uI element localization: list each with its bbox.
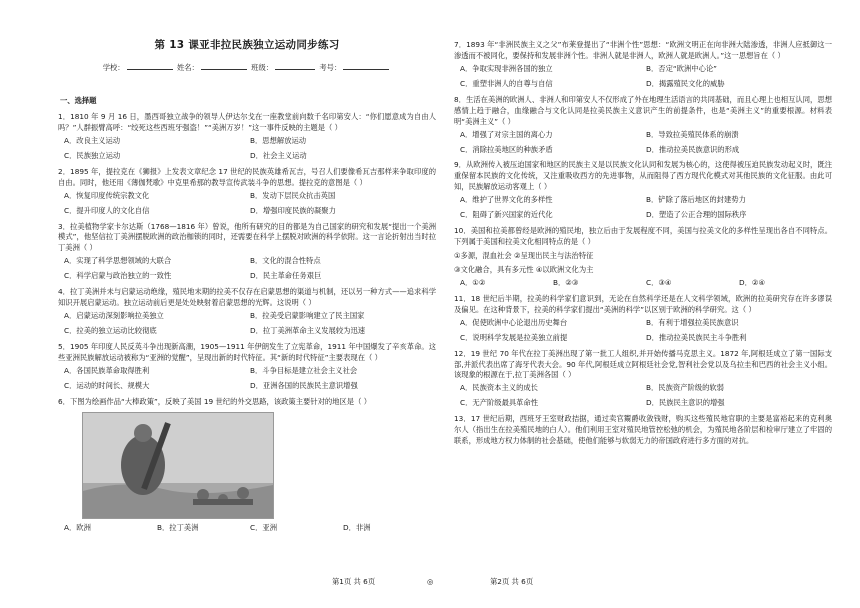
exam-number-blank[interactable] xyxy=(343,62,389,70)
exam-number-label: 考号： xyxy=(319,63,342,72)
question-stem: 7．1893 年“非洲民族主义之父”布莱登提出了“非洲个性”思想：“欧洲文明正在向非洲大陆渗透，非洲人应抵御这一渗透而不被同化，要保持和发展非洲个性。非洲人就是非洲人，欧洲人就是欧洲人。”这一思想旨在（ ） xyxy=(454,40,832,60)
question-stem: 3．拉美植物学家卡尔达斯（1768—1816 年）曾说，他所有研究的目的都是为自己国家的研究和发展“提出一个美洲模式”，他坚信拉丁美洲摆脱欧洲的政治枷锁的同时，还需要在科学上摆脱对欧洲的科学依附。这一言论折射出当时拉丁美洲（ ） xyxy=(58,221,436,253)
answer-option[interactable]: D．推动拉美民族民主斗争胜利 xyxy=(646,332,747,342)
answer-option[interactable]: C．民族独立运动 xyxy=(64,150,121,160)
answer-options xyxy=(454,128,832,158)
answer-option[interactable]: C．拉美的独立运动比较彻底 xyxy=(64,326,157,335)
school-blank[interactable] xyxy=(127,62,173,70)
question-stem: 8．生活在美洲的欧洲人、非洲人和印第安人不仅形成了外在地理生活语言的共同基础，而且心理上也相互认同，思想感情上趋于融合，血缘融合与文化认同是拉美民族主义意识产生的前提条件，也是“美洲主义”的重要根源。材料表明“美洲主义”（ ） xyxy=(454,94,832,126)
answer-option[interactable]: B．导致拉美殖民体系的崩溃 xyxy=(646,129,739,139)
right-column xyxy=(454,40,832,447)
answer-options xyxy=(454,62,832,92)
question-stem: 13．17 世纪后期，西班牙王室财政拮据，通过卖官鬻爵收敛钱财，购买这些殖民地官职的主要是富裕起来的克利奥尔人（指出生在拉美殖民地的白人）。他们利用王室对殖民地管控松弛的机会，为殖民地各阶层和检审厅建立了牢固的联系，形成地方权力体制的社会基础，使他们能够与软弱无力的帝国政府进行多方面的对抗。 xyxy=(454,414,832,446)
question-stem: 11．18 世纪后半期，拉美的科学家们意识到，无论在自然科学还是在人文科学领域，欧洲的拉美研究存在许多谬误及偏见。在这种背景下，拉美的科学家们提出“美洲的科学”以区别于欧洲的科学研究。这（ ） xyxy=(454,293,832,314)
answer-options xyxy=(58,254,436,284)
class-blank[interactable] xyxy=(275,62,315,70)
name-label: 姓名： xyxy=(176,63,199,72)
question-stem: 9．从欧洲传入被压迫国家和地区的民族主义是以民族文化认同和发展为核心的，这使得被压迫民族发动起义时，既注重保留本民族的文化传统，又注重吸收西方的先进事物，从而阻得了西方现代化模式对其他民族的文化征服。由此可知，民族解放运动客观上（ ） xyxy=(454,160,832,192)
answer-option[interactable]: D．拉丁美洲革命主义发展较为迅速 xyxy=(250,326,366,335)
question-stem: 1．1810 年 9 月 16 日，墨西哥独立战争的领导人伊达尔戈在一座教堂前向数千名印第安人：“你们愿意成为自由人吗？”人群振臂高呼：“绞死这些西班牙强盗！”“美洲万岁！”这一事件反映的主题是（ ） xyxy=(58,112,436,132)
question-stem: 2．1895 年，提拉克在《狮报》上发表文章纪念 17 世纪的民族英雄希瓦吉，号召人们要像希瓦吉那样来争取印度的自由。同时，他还用《薄伽梵歌》中克里希那的教导宣传武装斗争的思想。提拉克的意图是（ ） xyxy=(58,166,436,187)
class-label: 班级： xyxy=(251,63,274,72)
answer-option[interactable]: B．斗争目标是建立社会主义社会 xyxy=(250,365,358,375)
answer-option[interactable]: C．说明科学发展是拉美独立前提 xyxy=(460,332,568,342)
answer-options xyxy=(454,193,832,223)
question-stem: ①多源，混血社会 ②呈现出民主与法治特征 xyxy=(454,251,594,260)
answer-option[interactable]: A．实现了科学思想领域的大联合 xyxy=(64,256,172,266)
answer-option[interactable]: C．科学启蒙与政治独立的一致性 xyxy=(64,271,172,281)
answer-option[interactable]: B．拉丁美洲 xyxy=(157,522,199,532)
answer-option[interactable]: A．维护了世界文化的多样性 xyxy=(460,195,553,205)
answer-option[interactable]: A．争取实现非洲各国的独立 xyxy=(460,63,553,73)
answer-option[interactable]: B．思想解放运动 xyxy=(250,135,307,145)
student-info-line xyxy=(58,62,436,74)
answer-option[interactable]: C．亚洲 xyxy=(250,522,277,532)
answer-option[interactable]: D．增强印度民族的凝聚力 xyxy=(250,205,336,215)
question-stem: 6．下图为绘画作品“大棒政策”，反映了美国 19 世纪的外交思路，该政策主要针对的地区是（ ） xyxy=(58,396,372,406)
answer-option[interactable]: C．提升印度人的文化自信 xyxy=(64,205,150,215)
answer-option[interactable]: B．②③ xyxy=(553,277,579,287)
question-stem: 4．拉丁美洲并未与启蒙运动绝缘，殖民地末期的拉美不仅存在启蒙思想的渠道与机制，还以另一种方式——追求科学知识开展启蒙运动。独立运动前后更是处处映射着启蒙思想的光辉。这说明（ ） xyxy=(58,287,436,308)
answer-option[interactable]: D．塑造了公正合理的国际秩序 xyxy=(646,210,747,220)
answer-options xyxy=(454,276,832,291)
question-stem: 12．19 世纪 70 年代在拉丁美洲出现了第一批工人组织,并开始传播马克思主义。1872 年,阿根廷成立了第一国际支部,并派代表出席了海牙代表大会。90 年代,阿根廷成立阿根廷社会党,智利社会党以及乌拉圭和巴西的社会主义小组。该现象的根源在于,拉丁美洲各国（ ） xyxy=(454,348,832,380)
answer-option[interactable]: C．无产阶级最具革命性 xyxy=(460,398,539,408)
answer-options xyxy=(58,189,436,219)
question-stem: ③文化融合，具有多元性 ④以欧洲文化为主 xyxy=(454,264,594,274)
answer-options xyxy=(58,309,436,339)
answer-option[interactable]: A．①② xyxy=(460,277,486,287)
answer-option[interactable]: A．欧洲 xyxy=(64,522,91,532)
answer-option[interactable]: D．民族民主意识的增强 xyxy=(646,398,725,408)
answer-options xyxy=(58,134,436,164)
answer-option[interactable]: A．恢复印度传统宗教文化 xyxy=(64,190,150,200)
answer-options xyxy=(454,381,832,411)
exam-title: 第 13 课亚非拉民族独立运动同步练习 xyxy=(154,39,340,51)
page-number-right: 第2页 共 6页 xyxy=(490,577,534,586)
school-label: 学校： xyxy=(102,63,125,72)
answer-option[interactable]: A．各国民族革命取得胜利 xyxy=(64,365,150,375)
answer-option[interactable]: B．拉美受启蒙影响建立了民主国家 xyxy=(250,311,365,321)
question-stem: 5．1905 年印度人民反英斗争出现新高潮，1905—1911 年伊朗发生了立宪革命，1911 年中国爆发了辛亥革命。这些亚洲民族解放运动被称为“亚洲的觉醒”，呈现出新的时代特征。其“新的时代特征”主要表现在（ ） xyxy=(58,341,436,362)
page-separator-mark: ◎ xyxy=(427,577,434,586)
answer-options xyxy=(454,316,832,346)
answer-option[interactable]: D．推动拉美民族意识的形成 xyxy=(646,144,740,154)
answer-options xyxy=(58,364,436,394)
answer-options xyxy=(58,521,436,536)
answer-option[interactable]: D．社会主义运动 xyxy=(250,150,307,160)
answer-option[interactable]: A．增强了对宗主国的离心力 xyxy=(460,129,553,139)
answer-option[interactable]: B．否定“欧洲中心论” xyxy=(646,63,717,73)
answer-option[interactable]: B．有利于增强拉美民族意识 xyxy=(646,317,739,327)
name-blank[interactable] xyxy=(201,62,247,70)
answer-option[interactable]: B．文化的混合性特点 xyxy=(250,256,321,266)
answer-option[interactable]: D．揭露殖民文化的威胁 xyxy=(646,78,725,88)
answer-option[interactable]: D．亚洲各国的民族民主意识增强 xyxy=(250,380,358,390)
question-stem: 10．美国和拉美都曾经是欧洲的殖民地，独立后由于发展程度不同，美国与拉美文化的多样性呈现出各自不同特点。下列属于美国和拉美文化相同特点的是（ ） xyxy=(454,226,832,247)
answer-option[interactable]: A．促使欧洲中心论退出历史舞台 xyxy=(460,317,568,327)
answer-option[interactable]: B．铲除了落后地区的封建势力 xyxy=(646,195,746,205)
answer-option[interactable]: A．改良主义运动 xyxy=(64,135,121,145)
answer-option[interactable]: C．消除拉美地区的种族矛盾 xyxy=(460,144,553,154)
section-heading: 一、选择题 xyxy=(60,96,97,105)
answer-option[interactable]: D．非洲 xyxy=(343,522,371,532)
answer-option[interactable]: A．启蒙运动深刻影响拉美独立 xyxy=(64,311,164,321)
answer-option[interactable]: A．民族资本主义的成长 xyxy=(460,383,538,393)
answer-option[interactable]: C．阻碍了新兴国家的近代化 xyxy=(460,210,553,220)
answer-option[interactable]: C．重塑非洲人的自尊与自信 xyxy=(460,78,553,88)
answer-option[interactable]: D．②④ xyxy=(739,277,765,287)
answer-option[interactable]: B．发动下层民众抗击英国 xyxy=(250,190,336,200)
left-column xyxy=(58,112,436,536)
answer-option[interactable]: B．民族资产阶级的软弱 xyxy=(646,383,724,393)
answer-option[interactable]: C．③④ xyxy=(646,277,672,287)
big-stick-cartoon-drawing xyxy=(83,413,273,518)
big-stick-cartoon-image xyxy=(82,412,274,519)
answer-option[interactable]: D．民主革命任务艰巨 xyxy=(250,271,322,281)
answer-option[interactable]: C．运动的时间长、规模大 xyxy=(64,380,150,390)
page-number-left: 第1页 共 6页 xyxy=(332,577,376,586)
